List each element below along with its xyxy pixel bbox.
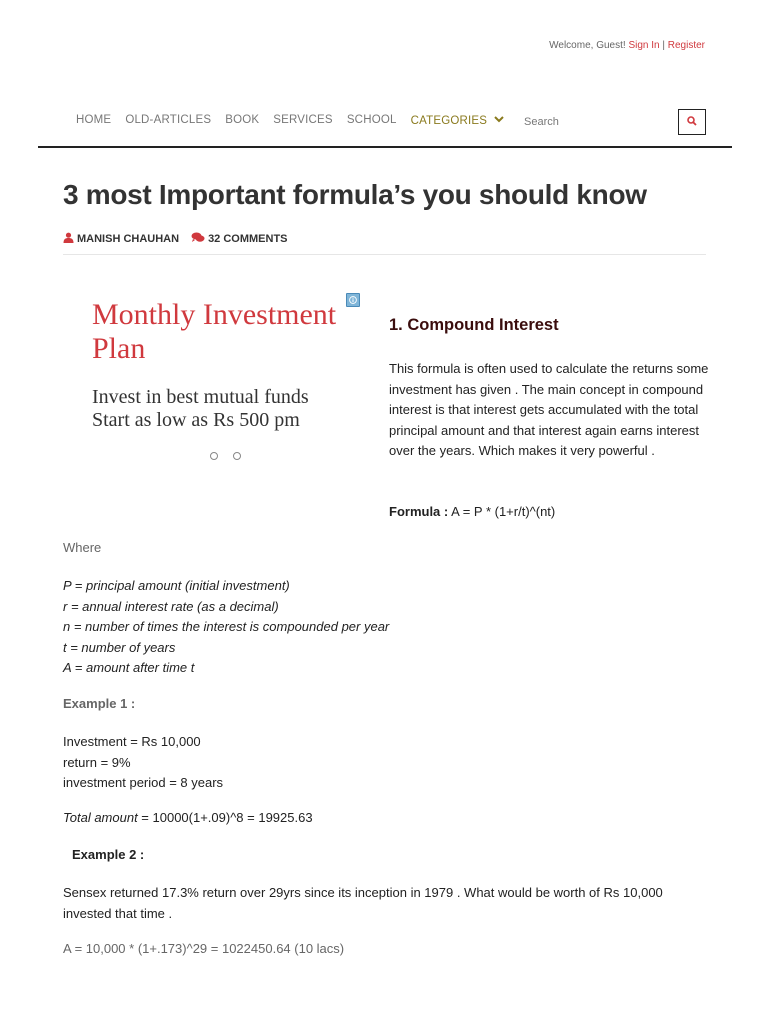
nav-services[interactable]: SERVICES	[273, 114, 333, 126]
example-1-line: return = 9%	[63, 754, 131, 770]
sign-in-link[interactable]: Sign In	[628, 40, 660, 51]
example-2-equation: A = 10,000 * (1+.173)^29 = 1022450.64 (10 lacs)	[63, 941, 345, 956]
var-n: n = number of times the interest is compounded per year	[63, 619, 390, 634]
comments-count: 32 COMMENTS	[208, 233, 288, 245]
nav-school[interactable]: SCHOOL	[346, 114, 397, 126]
var-a: A = amount after time t	[63, 660, 195, 675]
author-name: MANISH CHAUHAN	[77, 233, 180, 245]
link-separator: |	[662, 40, 665, 51]
section-paragraph: This formula is often used to calculate the returns some investment has given . The main concept in compound interest is that interest gets accumulated with the total principal amount and that interest again earns interest over the years. Which makes it very powerful .	[389, 361, 709, 458]
nav-categories[interactable]	[411, 114, 504, 127]
example-1-label: Example 1 :	[63, 696, 136, 711]
ad-line-1: Invest in best mutual funds	[92, 386, 309, 408]
user-icon	[63, 232, 77, 246]
search-input[interactable]	[522, 112, 676, 132]
section-heading: 1. Compound Interest	[389, 316, 559, 334]
total-amount-label: Total amount	[63, 810, 138, 825]
carousel-dot[interactable]	[210, 452, 218, 460]
info-icon[interactable]	[346, 293, 360, 307]
var-p: P = principal amount (initial investment)	[63, 578, 290, 593]
formula-text: A = P * (1+r/t)^(nt)	[448, 504, 556, 519]
chevron-down-icon	[494, 114, 504, 126]
welcome-text: Welcome, Guest!	[549, 40, 626, 51]
page-title: 3 most Important formula’s you should know	[63, 179, 647, 210]
nav-book[interactable]: BOOK	[225, 114, 260, 126]
comments-icon	[191, 232, 208, 246]
nav-categories-label: CATEGORIES	[410, 115, 488, 127]
example-1-details	[63, 732, 223, 794]
register-link[interactable]: Register	[667, 40, 705, 51]
author-link[interactable]	[63, 232, 179, 246]
ad-title: Monthly Investment Plan	[92, 298, 337, 365]
welcome-bar	[549, 40, 705, 51]
formula-line	[389, 504, 555, 519]
example-1-line: investment period = 8 years	[63, 775, 224, 790]
comments-link[interactable]	[191, 232, 287, 246]
total-amount-line	[63, 810, 313, 825]
ad-line-2: Start as low as Rs 500 pm	[92, 409, 300, 431]
example-2-label: Example 2 :	[72, 847, 145, 862]
ad-banner[interactable]	[78, 290, 360, 480]
main-navbar	[38, 108, 732, 148]
nav-menu	[76, 114, 518, 127]
search-icon	[687, 113, 697, 131]
ad-carousel-dots	[210, 452, 241, 460]
where-label: Where	[63, 540, 102, 555]
var-r: r = annual interest rate (as a decimal)	[63, 598, 279, 614]
nav-old-articles[interactable]: OLD-ARTICLES	[125, 114, 212, 126]
variable-definitions	[63, 576, 389, 679]
meta-divider	[63, 254, 706, 255]
nav-home[interactable]: HOME	[76, 114, 112, 126]
example-2-text: Sensex returned 17.3% return over 29yrs since its inception in 1979 . What would be worth of Rs 10,000 invested that time .	[63, 885, 663, 921]
example-1-line: Investment = Rs 10,000	[63, 734, 201, 749]
formula-label: Formula :	[389, 504, 449, 519]
article-meta	[63, 232, 300, 246]
total-amount-value: = 10000(1+.09)^8 = 19925.63	[137, 810, 313, 825]
search-button[interactable]	[678, 109, 706, 135]
ad-subtitle	[92, 386, 362, 432]
carousel-dot[interactable]	[233, 452, 241, 460]
var-t: t = number of years	[63, 639, 176, 655]
